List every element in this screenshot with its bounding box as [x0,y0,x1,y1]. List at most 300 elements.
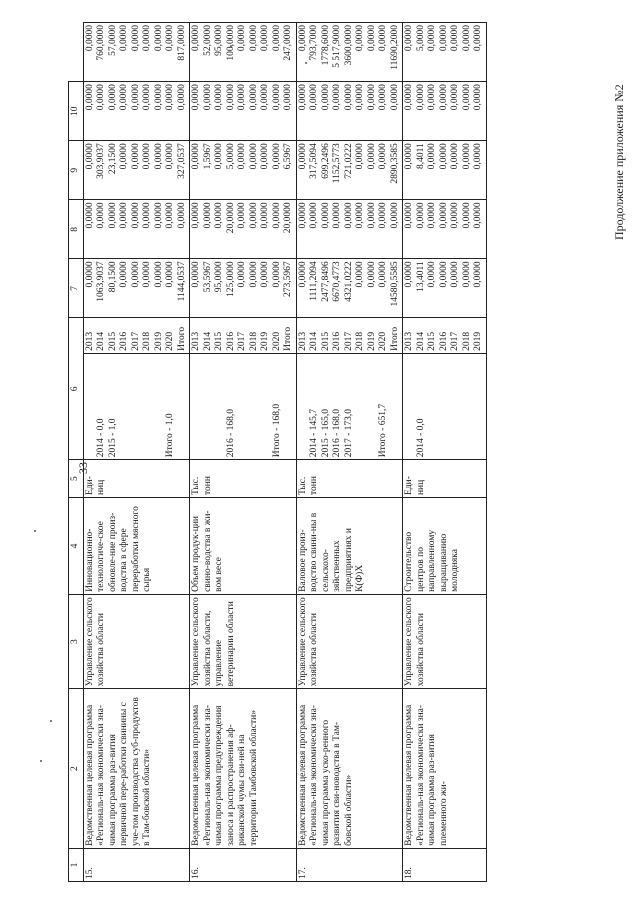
target-indicator: Валовое произ-водство свини-ны в сельскохо-зяйственных предприятиях и К(Ф)Х [296,498,403,595]
total-funding-value: 2477,8496 [320,261,331,302]
federal-funding-value: 0,0000 [297,202,308,229]
years-value: 2014 [309,331,319,351]
extra-budget-funding-value: 3600,0000 [343,25,354,66]
federal-funding-value: 0,0000 [248,202,259,229]
column-number-4: 4 [69,498,84,595]
total-funding-value: 0,0000 [450,261,460,288]
extra-budget-funding-value: 0,0000 [404,25,414,52]
local-funding-value: 0,0000 [438,84,449,111]
total-funding-value: 0,0000 [260,261,270,288]
extra-budget-funding [190,23,297,82]
years-value: 2014 [415,331,426,351]
extra-budget-funding-value: 5,0000 [415,25,426,52]
federal-funding-value: 0,0000 [378,202,388,229]
row-number: 16. [190,848,297,881]
local-funding-value: 0,0000 [107,84,118,111]
extra-budget-funding-value: 95,0000 [214,25,224,56]
years [83,318,190,353]
regional-funding-value: 0,0000 [355,143,365,170]
federal-funding-value: 20,0000 [225,202,236,234]
federal-funding-value: 0,0000 [332,202,342,229]
indicator-values-value: 2015 - 165,0 [320,408,331,458]
responsible-body: Управление сельского хозяйства области [296,594,403,689]
regional-funding-value: 0,0000 [461,143,472,170]
total-funding-value: 1144,0537 [176,261,187,302]
indicator-values-value [462,356,474,457]
regional-funding-value: 0,0000 [271,143,282,170]
years-value: 2013 [404,331,414,351]
federal-funding-value: 0,0000 [415,202,426,229]
indicator-values-value [367,356,379,457]
extra-budget-funding-value: 0,0000 [84,25,95,52]
extra-budget-funding-value: 0,0000 [237,25,247,52]
local-funding-value: 0,0000 [320,84,331,111]
regional-funding [190,141,297,200]
local-funding-value: 0,0000 [378,84,388,111]
federal-funding-value: 0,0000 [84,202,95,229]
federal-funding-value: 20,0000 [283,202,293,234]
extra-budget-funding-value: 11690,2000 [389,25,400,70]
regional-funding-value: 0,0000 [378,143,388,170]
regional-funding-value: 2890,3585 [389,143,400,184]
local-funding-value: 0,0000 [473,84,483,111]
indicator-values-value: 2016 - 168,0 [225,408,236,458]
federal-funding-value: 0,0000 [119,202,129,229]
local-funding-value: 0,0000 [248,84,259,111]
total-funding-value: 0,0000 [119,261,129,288]
federal-funding-value: 0,0000 [438,202,449,229]
program-name: Ведомственная целевая программа «Региональ-ная экономически зна-чимая программа раз-вития первичной пере-работки свинины с уче-том производства суб-продуктов в Там-бовской области» [83,689,190,849]
federal-funding-value: 0,0000 [320,202,331,229]
years-value: 2019 [153,331,164,351]
federal-funding-value: 0,0000 [214,202,224,229]
years [190,318,297,353]
indicator-values [403,353,487,459]
local-funding-value: 0,0000 [366,84,377,111]
federal-funding-value: 0,0000 [355,202,365,229]
years-value: 2013 [84,331,95,351]
years-value: 2017 [450,331,460,351]
local-funding-value: 0,0000 [214,84,224,111]
years-value: 2017 [130,331,141,351]
local-funding-value: 0,0000 [283,84,293,111]
indicator-values-value [237,356,249,457]
federal-funding-value: 0,0000 [389,202,400,229]
responsible-body: Управление сельского хозяйства области, управление ветеринарии области [190,594,297,689]
regional-funding-value: 1152,5773 [332,143,342,184]
indicator-values-value [473,356,485,457]
regional-funding-value: 0,0000 [165,143,175,170]
federal-funding-value: 0,0000 [191,202,201,229]
regional-funding-value: 0,0000 [248,143,259,170]
extra-budget-funding-value: 57,0000 [107,25,118,56]
unit-of-measure: Тыс. тонн [296,460,403,498]
years-value: 2013 [297,331,308,351]
federal-funding-value: 0,0000 [176,202,187,229]
total-funding [403,259,487,318]
indicator-values-value [85,356,97,457]
local-funding [296,82,403,141]
regional-funding-value: 0,0000 [438,143,449,170]
extra-budget-funding-value: 0,0000 [366,25,377,52]
years-value: 2018 [142,331,152,351]
local-funding-value: 0,0000 [297,84,308,111]
program-name: Ведомственная целевая программа «Региональ-ная экономически зна-чимая программа уско-ренного развития сви-новодства в Там-бовской области» [296,689,403,849]
total-funding-value: 0,0000 [153,261,164,288]
total-funding [190,259,297,318]
column-number-5: 5 [69,460,84,498]
table-row [296,23,403,882]
extra-budget-funding [296,23,403,82]
total-funding-value: 0,0000 [297,261,308,288]
federal-funding [190,200,297,259]
regional-funding-value: 0,0000 [237,143,247,170]
years-value: 2015 [427,331,437,351]
unit-of-measure: Еди-ниц [403,460,487,498]
column-number-2: 2 [69,689,84,849]
extra-budget-funding-value: 0,0000 [427,25,437,52]
years-value: 2020 [378,331,388,351]
years-value: Итого [283,326,293,351]
years-value: 2016 [332,331,342,351]
regional-funding-value: 8,4011 [415,143,426,170]
program-name: Ведомственная целевая программа «Региональ-ная экономически зна-чимая программа раз-вития племенного жи- [403,689,487,849]
local-funding-value: 0,0000 [237,84,247,111]
indicator-values-value: Итого - 651,7 [378,403,388,458]
scan-speck [50,720,52,722]
column-number-row [69,23,84,882]
indicator-values-value: 2014 - 0,0 [415,418,426,458]
regional-funding-value: 0,0000 [130,143,141,170]
regional-funding [403,141,487,200]
total-funding-value: 95,0000 [214,261,224,293]
regional-funding-value: 0,0000 [260,143,270,170]
regional-funding-value: 0,0000 [450,143,460,170]
indicator-values-value [142,356,154,457]
local-funding-value: 0,0000 [343,84,354,111]
table-body [83,23,486,882]
total-funding-value: 0,0000 [248,261,259,288]
total-funding-value: 0,0000 [427,261,437,288]
indicator-values [296,353,403,459]
total-funding-value: 0,0000 [165,261,175,288]
local-funding-value: 0,0000 [153,84,164,111]
years [296,318,403,353]
years-value: 2017 [343,331,354,351]
federal-funding-value: 0,0000 [343,202,354,229]
extra-budget-funding-value: 52,0000 [202,25,213,56]
local-funding-value: 0,0000 [389,84,400,111]
years-value: 2014 [202,331,213,351]
extra-budget-funding-value: 817,0000 [176,25,187,61]
extra-budget-funding-value: 0,0000 [142,25,152,52]
federal-funding-value: 0,0000 [427,202,437,229]
years-value: 2019 [366,331,377,351]
indicator-values-value [249,356,261,457]
local-funding-value: 0,0000 [309,84,319,111]
responsible-body: Управление сельского хозяйства области [403,594,487,689]
total-funding-value: 0,0000 [84,261,95,288]
column-number-7: 7 [69,259,84,318]
indicator-values-value [214,356,226,457]
years-value: 2016 [225,331,236,351]
total-funding-value: 125,0000 [225,261,236,298]
indicator-values-value [154,356,166,457]
total-funding [83,259,190,318]
regional-funding-value: 0,0000 [119,143,129,170]
column-number-8: 8 [69,200,84,259]
federal-funding-value: 0,0000 [130,202,141,229]
federal-funding-value: 0,0000 [202,202,213,229]
years-value: 2020 [271,331,282,351]
extra-budget-funding-value: 0,0000 [153,25,164,52]
extra-budget-funding-value: 247,0000 [283,25,293,61]
regional-funding-value: 303,9037 [96,143,106,179]
extra-budget-funding-value: 793,7000 [309,25,319,61]
indicator-values-value [119,356,131,457]
regional-funding-value: 0,0000 [84,143,95,170]
years [403,318,487,353]
local-funding [403,82,487,141]
indicator-values-value: 2016 - 168,0 [332,408,342,458]
local-funding-value: 0,0000 [165,84,175,111]
local-funding-value: 0,0000 [415,84,426,111]
regional-funding-value: 0,0000 [142,143,152,170]
extra-budget-funding-value: 0,0000 [461,25,472,52]
extra-budget-funding [403,23,487,82]
extra-budget-funding-value: 0,0000 [248,25,259,52]
indicator-values-value [298,356,310,457]
regional-funding-value: 0,0000 [366,143,377,170]
federal-funding-value: 0,0000 [165,202,175,229]
regional-funding-value: 0,0000 [153,143,164,170]
regional-funding-value: 5,0000 [225,143,236,170]
extra-budget-funding-value: 760,0000 [96,25,106,61]
indicator-values-value [203,356,215,457]
local-funding-value: 0,0000 [191,84,201,111]
local-funding-value: 0,0000 [142,84,152,111]
table-row [83,23,190,882]
local-funding-value: 0,0000 [450,84,460,111]
regional-funding-value: 0,0000 [473,143,483,170]
total-funding-value: 0,0000 [461,261,472,288]
indicator-values-value: Итого - 168,0 [271,403,282,458]
total-funding-value: 13,4011 [415,261,426,292]
extra-budget-funding-value: 0,0000 [450,25,460,52]
federal-funding-value: 0,0000 [260,202,270,229]
total-funding-value: 1063,9037 [96,261,106,302]
local-funding-value: 0,0000 [130,84,141,111]
regional-funding-value: 0,0000 [191,143,201,170]
local-funding-value: 0,0000 [271,84,282,111]
extra-budget-funding-value: 0,0000 [130,25,141,52]
target-indicator: Инновационно-технологиче-ское обновле-ние произ-водства в сфере переработки мясного сырья [83,498,190,595]
years-value: Итого [176,326,187,351]
years-value: 2016 [119,331,129,351]
local-funding-value: 0,0000 [84,84,95,111]
total-funding-value: 0,0000 [355,261,365,288]
indicator-values [83,353,190,459]
appendix-continuation-note: Продолжение приложения №2 [612,84,626,240]
years-value: 2013 [191,331,201,351]
years-value: 2014 [96,331,106,351]
column-number-10: 10 [69,82,84,141]
extra-budget-funding-value: 0,0000 [260,25,270,52]
indicator-values-value: 2014 - 145,7 [309,408,319,458]
total-funding-value: 0,0000 [404,261,414,288]
local-funding-value: 0,0000 [355,84,365,111]
extra-budget-funding-value: 5 517,9000 [332,25,342,68]
regional-funding-value: 327,0537 [176,143,187,179]
extra-budget-funding-value: 0,0000 [165,25,175,52]
extra-budget-funding-value: 0,0000 [438,25,449,52]
years-value: 2018 [355,331,365,351]
total-funding-value: 6670,4773 [332,261,342,302]
indicator-values-value [427,356,439,457]
total-funding-value: 0,0000 [130,261,141,288]
total-funding-value: 4321,0222 [343,261,354,302]
extra-budget-funding-value: 0,0000 [355,25,365,52]
indicator-values-value: Итого - 1,0 [165,413,175,458]
years-value: 2018 [248,331,259,351]
total-funding-value: 0,0000 [438,261,449,288]
total-funding-value: 0,0000 [366,261,377,288]
regional-funding-value: 0,0000 [297,143,308,170]
regional-funding-value: 699,2496 [320,143,331,179]
total-funding-value: 0,0000 [191,261,201,288]
column-number-6: 6 [69,318,84,460]
extra-budget-funding-value: 0,0000 [191,25,201,52]
total-funding-value: 273,5967 [283,261,293,298]
total-funding [296,259,403,318]
regional-funding-value: 0,0000 [427,143,437,170]
page-number: 33 [76,462,90,474]
indicator-values-value [439,356,451,457]
indicator-values-value [191,356,203,457]
table-row [403,23,487,882]
federal-funding-value: 0,0000 [309,202,319,229]
table-row [190,23,297,882]
indicator-values-value [355,356,367,457]
unit-of-measure: Еди-ниц [83,460,190,498]
local-funding-value: 0,0000 [176,84,187,111]
extra-budget-funding-value: 100,0000 [225,25,236,61]
extra-budget-funding [83,23,190,82]
extra-budget-funding-value: 0,0000 [297,25,308,52]
federal-funding-value: 0,0000 [404,202,414,229]
local-funding-value: 0,0000 [260,84,270,111]
indicator-values-value: 2015 - 1,0 [107,418,118,458]
rotated-table-wrapper [68,22,588,882]
regional-funding-value: 23,1500 [107,143,118,175]
indicator-values-value: 2017 - 173,0 [343,408,354,458]
column-number-9: 9 [69,141,84,200]
extra-budget-funding-value: 0,0000 [473,25,483,52]
total-funding-value: 0,0000 [473,261,483,288]
regional-funding-value: 0,0000 [214,143,224,170]
target-indicator: Строительство центров по направленному выращиванию молодняка [403,498,487,595]
extra-budget-funding-value: 0,0000 [378,25,388,52]
column-number-3: 3 [69,594,84,689]
regional-funding-value: 721,0222 [343,143,354,179]
total-funding-value: 0,0000 [378,261,388,288]
years-value: 2018 [461,331,472,351]
years-value: 2020 [165,331,175,351]
indicator-values-value [260,356,272,457]
years-value: Итого [389,326,400,351]
indicator-values-value [131,356,143,457]
indicator-values-value: 2014 - 0,0 [96,418,106,458]
years-value: 2016 [438,331,449,351]
federal-funding [83,200,190,259]
federal-funding-value: 0,0000 [107,202,118,229]
program-name: Ведомственная целевая программа «Региональ-ная экономически зна-чимая программа предупреждения заноса и распространения аф-риканской чумы сви-ней на территории Тамбовской области» [190,689,297,849]
federal-funding-value: 0,0000 [271,202,282,229]
unit-of-measure: Тыс. тонн [190,460,297,498]
regional-funding-value: 0,0000 [404,143,414,170]
row-number: 15. [83,848,190,881]
regional-funding [83,141,190,200]
federal-funding-value: 0,0000 [461,202,472,229]
scan-speck [34,530,36,532]
local-funding-value: 0,0000 [461,84,472,111]
column-number-1: 1 [69,848,84,881]
row-number: 17. [296,848,403,881]
years-value: 2019 [260,331,270,351]
federal-funding-value: 0,0000 [473,202,483,229]
local-funding-value: 0,0000 [225,84,236,111]
program-table [68,22,487,882]
extra-budget-funding-value: 0,0000 [119,25,129,52]
federal-funding-value: 0,0000 [153,202,164,229]
federal-funding [296,200,403,259]
regional-funding-value: 317,5094 [309,143,319,179]
regional-funding-value: 6,5967 [283,143,293,170]
total-funding-value: 0,0000 [271,261,282,288]
local-funding-value: 0,0000 [332,84,342,111]
local-funding-value: 0,0000 [427,84,437,111]
local-funding [83,82,190,141]
indicator-values-value [404,356,416,457]
total-funding-value: 80,1500 [107,261,118,293]
total-funding-value: 0,0000 [237,261,247,288]
local-funding-value: 0,0000 [119,84,129,111]
federal-funding-value: 0,0000 [366,202,377,229]
extra-budget-funding-value: 0,0000 [271,25,282,52]
scan-speck [40,760,42,762]
federal-funding-value: 0,0000 [96,202,106,229]
local-funding [190,82,297,141]
federal-funding-value: 0,0000 [237,202,247,229]
total-funding-value: 0,0000 [142,261,152,288]
extra-budget-funding-value: 1778,6000 [320,25,331,66]
local-funding-value: 0,0000 [96,84,106,111]
years-value: 2015 [214,331,224,351]
federal-funding [403,200,487,259]
indicator-values-value [450,356,462,457]
regional-funding-value: 1,5967 [202,143,213,170]
years-value: 2015 [320,331,331,351]
years-value: 2015 [107,331,118,351]
local-funding-value: 0,0000 [404,84,414,111]
responsible-body: Управление сельского хозяйства области [83,594,190,689]
indicator-values [190,353,297,459]
total-funding-value: 14580,5585 [389,261,400,307]
years-value: 2019 [473,331,483,351]
target-indicator: Объем продук-ции свино-водства в жи-вом весе [190,498,297,595]
federal-funding-value: 0,0000 [142,202,152,229]
regional-funding [296,141,403,200]
